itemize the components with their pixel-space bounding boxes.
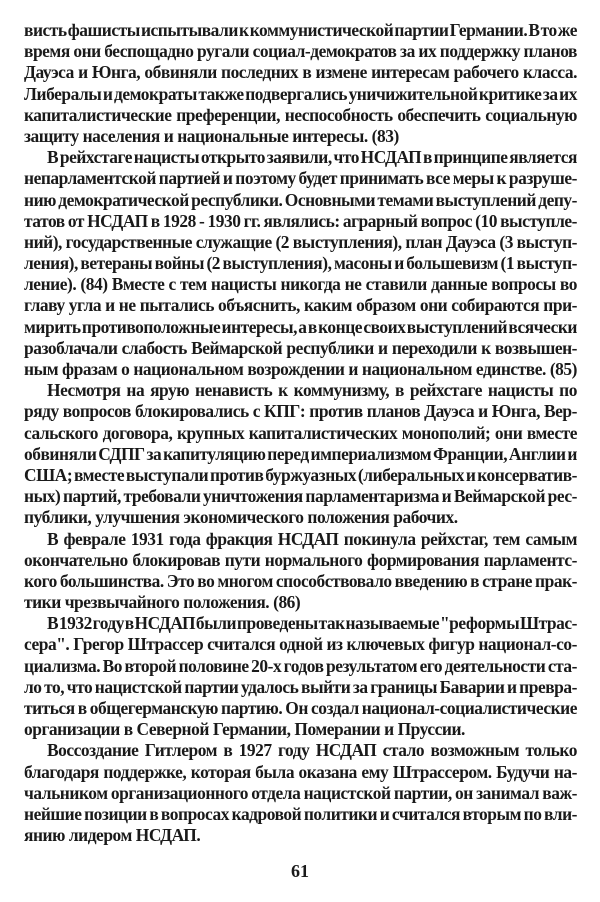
text-line: титься в общегерманскую партию. Он создал национал-социалистические (24, 698, 577, 718)
book-page-text (24, 20, 577, 846)
text-line: В рейхстаге нацисты открыто заявили, что НСДАП в принципе является (47, 147, 577, 168)
text-line: В 1932 году в НСДАП были проведены так называемые "реформы Штрас- (47, 613, 577, 634)
paragraph (24, 613, 577, 740)
text-line: сальского договора, крупных капиталистических монополий; они вместе (24, 422, 577, 443)
text-line: татов от НСДАП в 1928 - 1930 гг. являлись: аграрный вопрос (10 выступле- (24, 210, 577, 231)
text-line: США; вместе выступали против буржуазных (либеральных и консерватив- (24, 464, 577, 485)
text-line: ний), государственные служащие (2 выступления), план Дауэса (3 выступ- (24, 231, 577, 252)
text-line: капиталистические преференции, неспособность обеспечить социальную (24, 104, 577, 125)
page-number: 61 (291, 861, 309, 881)
text-line: тики чрезвычайного положения. (86) (24, 592, 301, 613)
text-line: сера". Грегор Штрассер считался одной из ключевых фигур национал-со- (24, 634, 577, 655)
text-line: обвиняли СДПГ за капитуляцию перед империализмом Франции, Англии и (24, 443, 577, 464)
text-line: непарламентской партией и поэтому будет принимать все меры к разруше- (24, 168, 577, 189)
text-line: организации в Северной Германии, Померании и Пруссии. (24, 719, 465, 740)
text-line: Дауэса и Юнга, обвиняли последних в измене интересам рабочего класса. (24, 62, 577, 83)
paragraph (24, 147, 577, 380)
text-line: циализма. Во второй половине 20-х годов результатом его деятельности ста- (24, 655, 577, 676)
text-line: Несмотря на ярую ненависть к коммунизму, в рейхстаге нацисты по (47, 380, 577, 401)
text-line: нию демократической республики. Основными темами выступлений депу- (24, 189, 577, 210)
text-line: ряду вопросов блокировались с КПГ: против планов Дауэса и Юнга, Вер- (24, 401, 577, 422)
text-line: ло то, что нацистской партии удалось выйти за границы Баварии и превра- (24, 676, 577, 697)
text-line: главу угла и не пытались объяснить, каким образом они собираются при- (24, 295, 577, 316)
text-line: нейшие позиции в вопросах кадровой политики и считался вторым по вли- (24, 803, 577, 824)
text-line: янию лидером НСДАП. (24, 825, 201, 846)
text-line: ление). (84) Вместе с тем нацисты никогда не ставили данные вопросы во (24, 274, 577, 295)
text-line: окончательно блокировав пути нормального формирования парламентс- (24, 549, 577, 570)
text-line: ных) партий, требовали уничтожения парламентаризма и Веймарской рес- (24, 486, 577, 507)
text-line: В феврале 1931 года фракция НСДАП покинула рейхстаг, тем самым (47, 528, 577, 549)
text-line: Либералы и демократы также подвергались уничижительной критике за их (24, 83, 577, 104)
text-line: кого большинства. Это во многом способствовало введению в стране прак- (24, 570, 577, 591)
text-line: защиту населения и национальные интересы. (83) (24, 125, 399, 146)
text-line: висть фашисты испытывали к коммунистической партии Германии. В то же (24, 20, 577, 40)
text-line: ления), ветераны войны (2 выступления), масоны и большевизм (1 выступ- (24, 253, 577, 274)
text-line: благодаря поддержке, которая была оказана ему Штрассером. Будучи на- (24, 761, 577, 782)
paragraph (24, 380, 577, 528)
text-line: ным фразам о национальном возрождении и национальном единстве. (85) (24, 359, 577, 379)
paragraph (24, 740, 577, 846)
paragraph (24, 20, 577, 147)
paragraph (24, 529, 577, 614)
text-line: чальником организационного отдела нацистской партии, он занимал важ- (24, 782, 577, 803)
text-line: время они беспощадно ругали социал-демократов за их поддержку планов (24, 41, 577, 62)
text-line: Воссоздание Гитлером в 1927 году НСДАП стало возможным только (47, 740, 577, 761)
text-line: мирить противоположные интересы, а в конце своих выступлений всячески (24, 316, 577, 337)
text-line: разоблачали слабость Веймарской республики и переходили к возвышен- (24, 337, 577, 358)
text-line: публики, улучшения экономического положения рабочих. (24, 507, 458, 528)
